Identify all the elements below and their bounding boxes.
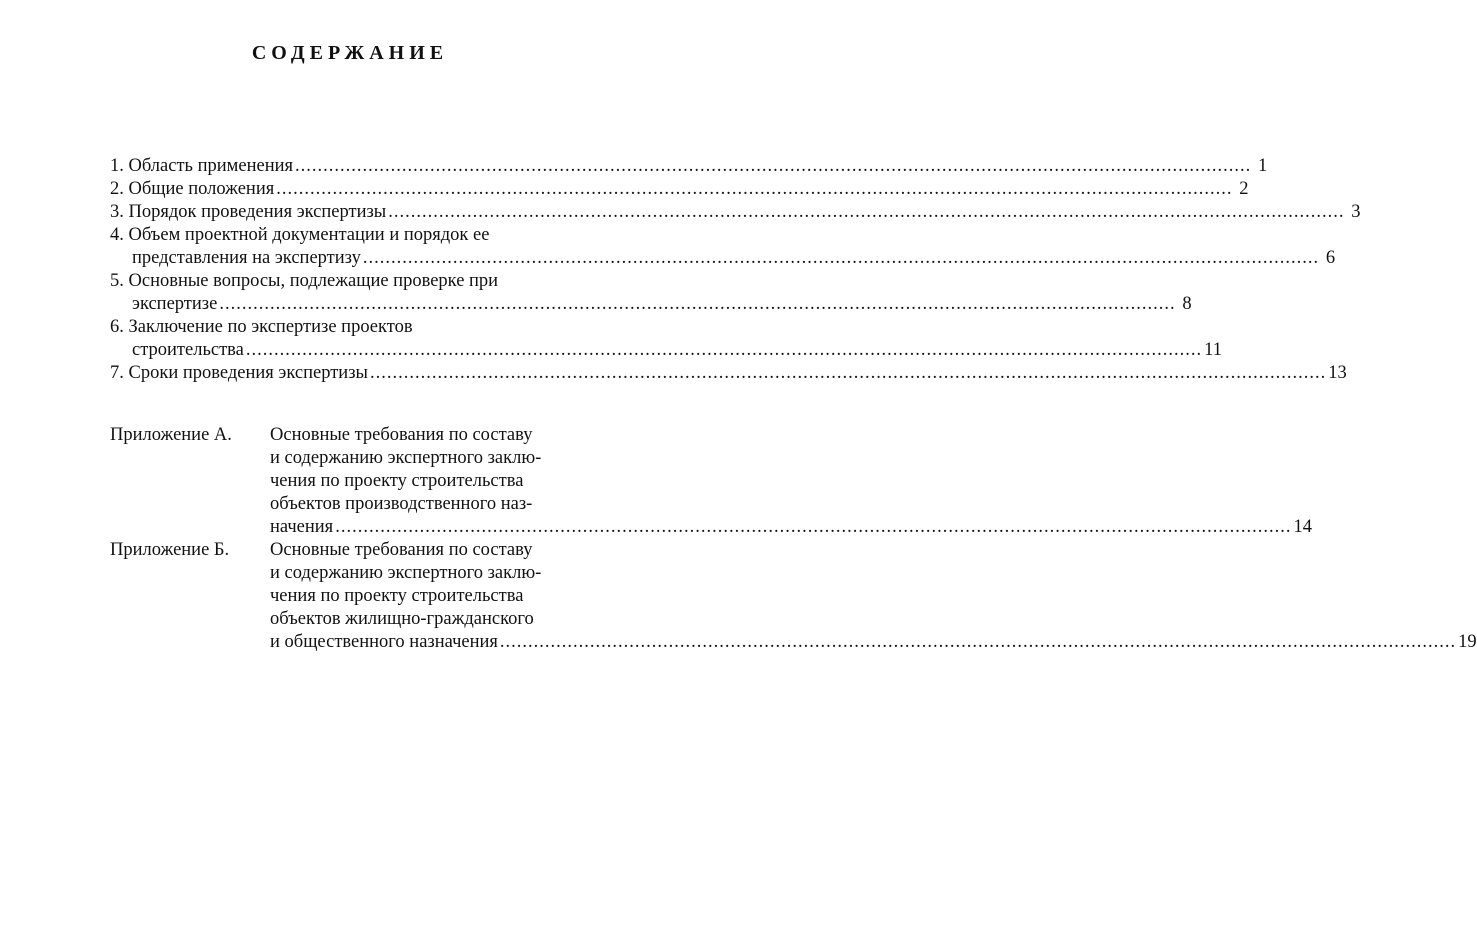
toc-row	[110, 339, 1222, 362]
toc-page-number: 13	[1328, 363, 1347, 383]
page-title: СОДЕРЖАНИЕ	[251, 42, 449, 64]
appendix-line: и содержанию экспертного заклю-	[270, 563, 542, 583]
toc-row	[270, 631, 1477, 654]
toc-item-5	[110, 270, 1192, 316]
toc-page-number: 8	[1182, 294, 1192, 314]
toc-item-text: 2. Общие положения	[110, 179, 275, 199]
appendix-page-number: 19	[1458, 632, 1477, 652]
appendix-line: и содержанию экспертного заклю-	[270, 448, 542, 468]
toc-item-text: 6. Заключение по экспертизе проектов	[110, 317, 413, 337]
toc-page-number: 3	[1351, 202, 1361, 222]
toc-item-2	[110, 178, 1249, 201]
toc-row	[110, 201, 1361, 224]
appendix-label: Приложение А.	[110, 425, 232, 445]
dot-leader	[363, 247, 1319, 270]
appendix-line: чения по проекту строительства	[270, 586, 524, 606]
dot-leader	[388, 201, 1344, 224]
toc-item-text-continued: представления на экспертизу	[132, 248, 361, 268]
toc-row	[110, 178, 1249, 201]
dot-leader	[246, 339, 1202, 362]
toc-item-1	[110, 155, 1268, 178]
toc-item-text: 7. Сроки проведения экспертизы	[110, 363, 368, 383]
appendix-line: и общественного назначения	[270, 632, 498, 652]
appendix-line: начения	[270, 517, 334, 537]
toc-row	[110, 247, 1336, 270]
toc-item-text: 5. Основные вопросы, подлежащие проверке при	[110, 271, 499, 291]
appendix-label: Приложение Б.	[110, 540, 230, 560]
toc-item-7	[110, 362, 1347, 385]
toc-row	[270, 516, 1312, 539]
appendix-description	[270, 539, 1477, 654]
appendix-page-number: 14	[1293, 517, 1312, 537]
toc-page-number: 6	[1325, 248, 1336, 268]
appendix-description	[270, 424, 1312, 539]
appendix-line: Основные требования по составу	[270, 425, 533, 445]
dot-leader	[219, 293, 1175, 316]
toc-item-text-continued: экспертизе	[132, 294, 218, 314]
toc-row	[110, 155, 1268, 178]
toc-item-3	[110, 201, 1361, 224]
appendix-line: Основные требования по составу	[270, 540, 533, 560]
toc-item-text: 4. Объем проектной документации и порядок ее	[110, 225, 490, 245]
appendices-list	[110, 424, 1477, 654]
appendix-line: объектов жилищно-гражданского	[270, 609, 534, 629]
dot-leader	[295, 155, 1251, 178]
toc-item-text-continued: строительства	[132, 340, 244, 360]
dot-leader	[370, 362, 1326, 385]
toc-row	[110, 293, 1192, 316]
toc-page-number: 1	[1258, 156, 1268, 176]
appendix-line: объектов производственного наз-	[270, 494, 533, 514]
toc-page-number: 2	[1239, 179, 1249, 199]
appendix-a	[110, 424, 1312, 539]
toc-item-4	[110, 224, 1336, 270]
dot-leader	[276, 178, 1232, 201]
dot-leader	[500, 631, 1456, 654]
dot-leader	[335, 516, 1291, 539]
appendix-b	[110, 539, 1477, 654]
appendix-line: чения по проекту строительства	[270, 471, 524, 491]
toc-row	[110, 362, 1347, 385]
toc-item-6	[110, 316, 1222, 362]
table-of-contents	[110, 155, 1361, 385]
toc-item-text: 3. Порядок проведения экспертизы	[110, 202, 387, 222]
toc-item-text: 1. Область применения	[110, 156, 294, 176]
toc-page-number: 11	[1204, 340, 1222, 360]
